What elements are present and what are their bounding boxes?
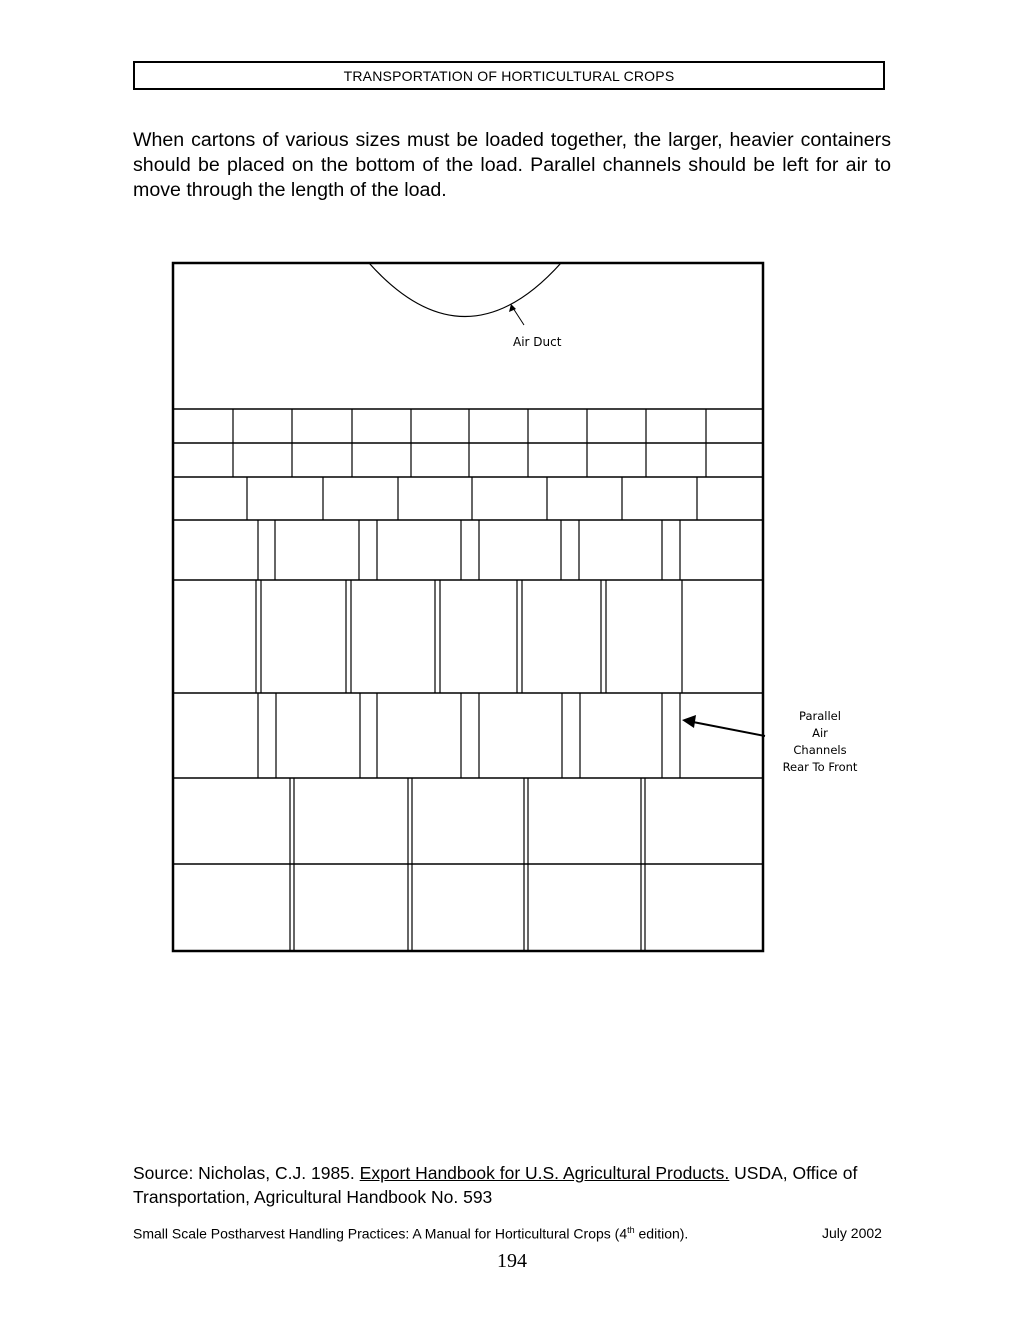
source-suffix: USDA, Office of Transportation, Agricultural Handbook No. 593	[133, 1163, 858, 1207]
source-title: Export Handbook for U.S. Agricultural Products.	[359, 1163, 730, 1183]
channel-label	[783, 709, 858, 774]
footer-edition-suffix: edition).	[634, 1225, 689, 1242]
intro-paragraph: When cartons of various sizes must be loaded together, the larger, heavier containers should be placed on the bottom of the load. Parallel channels should be left for air to move through the length of the load.	[133, 129, 891, 201]
source-citation	[133, 1161, 893, 1209]
channel-label-line-4: Rear To Front	[782, 760, 858, 774]
row4-channels	[258, 520, 680, 580]
row5-channels	[256, 580, 682, 693]
channel-label-line-1: Parallel	[799, 709, 841, 723]
channel-label-line-3: Channels	[793, 743, 847, 757]
footer-edition-sup: th	[627, 1225, 635, 1235]
footer-manual-title	[133, 1225, 688, 1242]
air-duct-label: Air Duct	[513, 335, 562, 349]
footer-date: July 2002	[822, 1225, 882, 1241]
page-number: 194	[497, 1250, 527, 1272]
row3-dividers	[247, 477, 697, 520]
channel-arrowhead	[682, 715, 696, 728]
air-duct-pointer	[513, 308, 524, 325]
source-prefix: Source: Nicholas, C.J. 1985.	[133, 1163, 360, 1183]
channel-label-line-2: Air	[812, 726, 828, 740]
header-title: TRANSPORTATION OF HORTICULTURAL CROPS	[343, 68, 675, 84]
footer-title-text: Small Scale Postharvest Handling Practices: A Manual for Horticultural Crops (4	[133, 1225, 628, 1242]
channel-arrow	[693, 722, 765, 736]
air-duct-arc	[369, 263, 561, 317]
row6-channels	[258, 693, 680, 778]
